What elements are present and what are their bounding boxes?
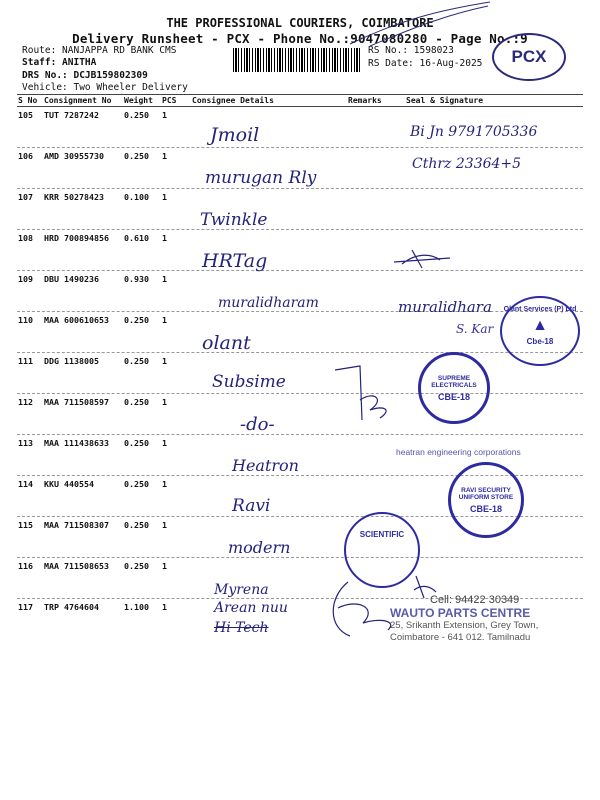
row-consignment: MAA 711508653 — [44, 561, 109, 571]
rs-number: RS No.: 1598023 — [368, 45, 454, 56]
row-pcs: 1 — [162, 110, 167, 120]
ravi-uniform-stamp — [448, 462, 524, 538]
row-divider — [17, 434, 583, 435]
row-pcs: 1 — [162, 520, 167, 530]
row-weight: 0.250 — [124, 356, 149, 366]
row-sno: 114 — [18, 479, 33, 489]
row-weight: 0.250 — [124, 479, 149, 489]
row-sno: 109 — [18, 274, 33, 284]
row-pcs: 1 — [162, 274, 167, 284]
row-pcs: 1 — [162, 233, 167, 243]
handwritten-name: Ravi — [232, 496, 271, 516]
row-pcs: 1 — [162, 192, 167, 202]
handwritten-signature: Bi Jn 9791705336 — [410, 124, 538, 140]
table-row — [0, 397, 600, 438]
table-row — [0, 233, 600, 274]
col-pcs: PCS — [162, 96, 177, 105]
signature-scribble — [392, 248, 452, 270]
row-divider — [17, 229, 583, 230]
row-weight: 0.250 — [124, 151, 149, 161]
row-weight: 0.250 — [124, 110, 149, 120]
row-consignment: KRR 50278423 — [44, 192, 104, 202]
row-pcs: 1 — [162, 438, 167, 448]
handwritten-name: -do- — [240, 414, 275, 435]
supreme-electricals-stamp — [418, 352, 490, 424]
row-consignment: MAA 711508597 — [44, 397, 109, 407]
row-pcs: 1 — [162, 561, 167, 571]
row-sno: 106 — [18, 151, 33, 161]
row-pcs: 1 — [162, 479, 167, 489]
row-weight: 0.250 — [124, 561, 149, 571]
row-sno: 112 — [18, 397, 33, 407]
row-sno: 115 — [18, 520, 33, 530]
row-consignment: TUT 7287242 — [44, 110, 99, 120]
col-consignment: Consignment No — [44, 96, 112, 105]
handwritten-name: Twinkle — [200, 210, 268, 230]
stamp-code: CBE-18 — [437, 392, 470, 402]
parts-cell: Cell: 94422 30349 — [430, 594, 520, 606]
handwritten-signature: Cthrz 23364+5 — [412, 156, 522, 172]
row-divider — [17, 188, 583, 189]
row-sno: 110 — [18, 315, 33, 325]
heatran-stamp: heatran engineering corporations — [396, 447, 521, 457]
barcode — [233, 48, 360, 72]
handwritten-name: Subsime — [212, 372, 286, 392]
parts-address-1: 25, Srikanth Extension, Grey Town, — [390, 620, 539, 631]
col-consignee: Consignee Details — [192, 96, 274, 105]
row-divider — [17, 147, 583, 148]
row-pcs: 1 — [162, 315, 167, 325]
rs-date: RS Date: 16-Aug-2025 — [368, 58, 483, 69]
header-rule-bottom — [17, 106, 583, 107]
stamp-text: SUPREME ELECTRICALS — [431, 375, 477, 389]
row-consignment: KKU 440554 — [44, 479, 94, 489]
col-weight: Weight — [124, 96, 153, 105]
row-sno: 105 — [18, 110, 33, 120]
signature-scribble — [330, 360, 400, 430]
table-row — [0, 192, 600, 233]
row-pcs: 1 — [162, 356, 167, 366]
handwritten-name: olant — [202, 332, 251, 354]
handwritten-name: HRTag — [202, 250, 268, 272]
row-sno: 117 — [18, 602, 33, 612]
stamp-emblem-icon: ▲ — [532, 317, 548, 334]
handwritten-signature: S. Kar — [456, 322, 494, 336]
row-consignment: DDG 1138005 — [44, 356, 99, 366]
parts-name: WAUTO PARTS CENTRE — [390, 606, 531, 620]
stamp-text: Olant Services (P) Ltd — [503, 306, 577, 313]
row-sno: 107 — [18, 192, 33, 202]
row-weight: 0.930 — [124, 274, 149, 284]
handwritten-name: Hi Tech — [214, 620, 269, 636]
row-pcs: 1 — [162, 151, 167, 161]
row-weight: 0.250 — [124, 520, 149, 530]
row-consignment: MAA 111438633 — [44, 438, 109, 448]
row-sno: 108 — [18, 233, 33, 243]
parts-address-2: Coimbatore - 641 012. Tamilnadu — [390, 632, 531, 643]
row-weight: 0.250 — [124, 397, 149, 407]
row-consignment: MAA 600610653 — [44, 315, 109, 325]
runsheet-subtitle: Delivery Runsheet - PCX - Phone No.:9047080280 - Page No.:9 — [72, 31, 528, 46]
row-consignment: AMD 30955730 — [44, 151, 104, 161]
row-pcs: 1 — [162, 602, 167, 612]
handwritten-name: murugan Rly — [205, 168, 317, 188]
row-weight: 1.100 — [124, 602, 149, 612]
row-divider — [17, 393, 583, 394]
row-pcs: 1 — [162, 397, 167, 407]
row-consignment: HRD 700894856 — [44, 233, 109, 243]
row-consignment: DBU 1490236 — [44, 274, 99, 284]
row-consignment: MAA 711508307 — [44, 520, 109, 530]
row-sno: 111 — [18, 356, 33, 366]
row-consignment: TRP 4764604 — [44, 602, 99, 612]
drs-number: DRS No.: DCJB159802309 — [22, 70, 148, 81]
handwritten-signature: muralidhara — [398, 298, 492, 316]
stamp-text: RAVI SECURITY UNIFORM STORE — [458, 487, 514, 501]
header-rule-top — [17, 94, 583, 95]
handwritten-name: Arean nuu — [214, 600, 288, 616]
handwritten-name: muralidharam — [218, 295, 319, 311]
handwritten-name: modern — [228, 538, 291, 557]
company-title: THE PROFESSIONAL COURIERS, COIMBATORE — [166, 16, 434, 30]
staff-text: Staff: ANITHA — [22, 57, 97, 68]
row-divider — [17, 270, 583, 271]
row-weight: 0.250 — [124, 438, 149, 448]
table-row — [0, 356, 600, 397]
pen-scribble — [340, 0, 500, 50]
col-seal: Seal & Signature — [406, 96, 484, 105]
stamp-text: SCIENTIFIC — [359, 530, 405, 539]
olant-round-stamp — [500, 296, 580, 366]
handwritten-name: Jmoil — [210, 124, 260, 146]
stamp-code: CBE-18 — [469, 504, 502, 514]
handwritten-name: Heatron — [232, 456, 299, 475]
vehicle-text: Vehicle: Two Wheeler Delivery — [22, 82, 188, 93]
row-weight: 0.100 — [124, 192, 149, 202]
row-sno: 113 — [18, 438, 33, 448]
row-divider — [17, 557, 583, 558]
row-divider — [17, 311, 583, 312]
row-divider — [17, 352, 583, 353]
row-weight: 0.250 — [124, 315, 149, 325]
col-sno: S No — [18, 96, 38, 105]
handwritten-name: Myrena — [214, 582, 269, 598]
stamp-code: Cbe-18 — [526, 337, 554, 346]
scientific-stamp — [344, 512, 420, 588]
row-weight: 0.610 — [124, 233, 149, 243]
col-remarks: Remarks — [348, 96, 382, 105]
pcx-stamp: PCX — [492, 33, 566, 81]
route-text: Route: NANJAPPA RD BANK CMS — [22, 45, 177, 56]
row-sno: 116 — [18, 561, 33, 571]
